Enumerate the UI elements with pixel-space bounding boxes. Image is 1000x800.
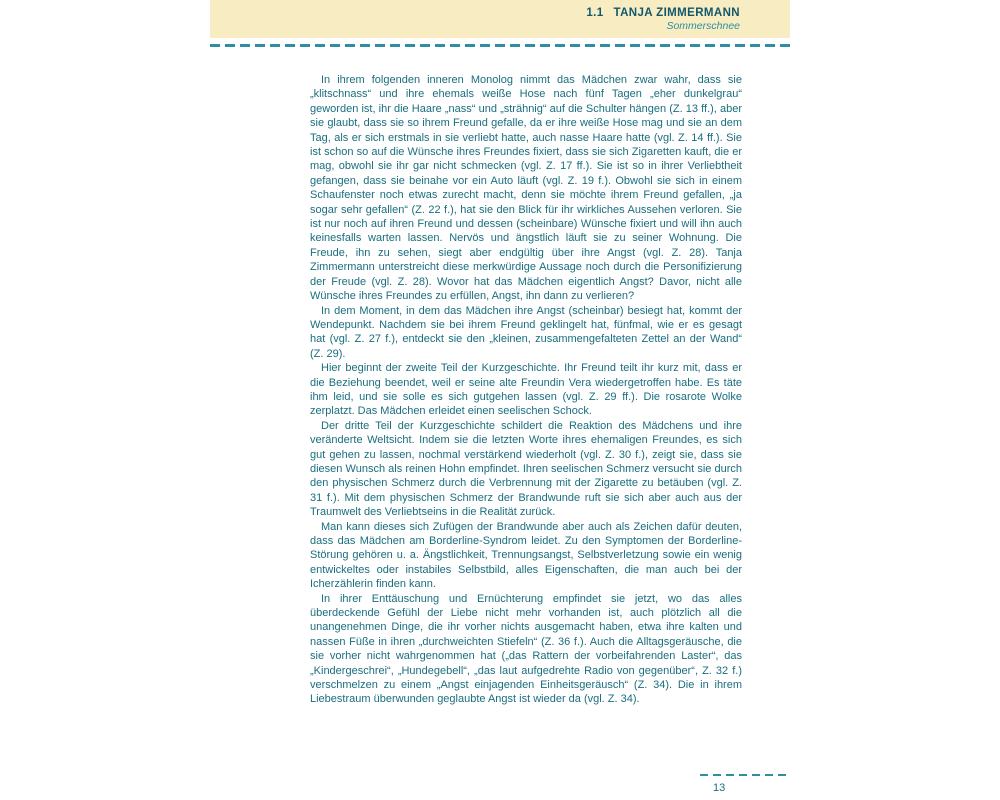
page-number: 13 [713,782,726,794]
section-number: 1.1 [586,6,604,19]
chapter-header [210,0,790,38]
main-text [310,73,742,707]
paragraph: Hier beginnt der zweite Teil der Kurzgeschichte. Ihr Freund teilt ihr kurz mit, dass er die Beziehung beendet, weil er seine alte Freundin Vera wiedergetroffen habe. Es täte ihm leid, und sie solle es sich gutgehen lassen (vgl. Z. 29 ff.). Die rosarote Wolke zerplatzt. Das Mädchen erleidet einen seelischen Schock. [310,362,742,418]
author-name: TANJA ZIMMERMANN [613,6,740,19]
paragraph: Man kann dieses sich Zufügen der Brandwunde aber auch als Zeichen dafür deuten, dass das Mädchen am Borderline-Syndrom leidet. Zu den Symptomen der Borderline-Störung gehören u. a. Ängstlichkeit, Trennungsangst, Selbstverletzung sowie ein wenig entwickeltes oder instabiles Selbstbild, alles Eigenschaften, die man auch bei der Icherzählerin finden kann. [310,520,742,591]
paragraph: Der dritte Teil der Kurzgeschichte schildert die Reaktion des Mädchens und ihre veränderte Weltsicht. Indem sie die letzten Worte ihres ehemaligen Freundes, es sich gut gehen zu lassen, nochmal verstärkend wiederholt (vgl. Z. 30 f.), zeigt sie, dass sie diesen Wunsch als reinen Hohn empfindet. Ihren seelischen Schmerz versucht sie durch den physischen Schmerz durch die Verbrennung mit der Zigarette zu betäuben (vgl. Z. 31 f.). Mit dem physischen Schmerz der Brandwunde ruft sie sich aber auch aus der Traumwelt des Verliebtseins in die Realität zurück. [310,419,742,519]
footer-dashed-divider [700,774,790,776]
paragraph: In ihrem folgenden inneren Monolog nimmt das Mädchen zwar wahr, dass sie „klitschnass“ und ihre ehemals weiße Hose nach fünf Tagen „eher dunkelgrau“ geworden ist, ihr die Haare „nass“ und „strähnig“ auf die Schulter hängen (Z. 13 ff.), aber sie glaubt, dass sie so ihrem Freund gefalle, da er ihre weiße Hose mag und sie an dem Tag, als er sich erstmals in sie verliebt hatte, auch nasse Haare hatte (vgl. Z. 14 ff.). Sie ist schon so auf die Wünsche ihres Freundes fixiert, dass sie sich Zigaretten kauft, die er mag, obwohl sie ihr gar nicht schmecken (vgl. Z. 17 ff.). Sie ist so in ihrer Verliebtheit gefangen, dass sie beinahe vor ein Auto läuft (vgl. Z. 19 f.). Obwohl sie sich in einem Schaufenster noch etwas zurecht macht, denn sie möchte ihrem Freund gefallen, „ja sogar sehr gefallen“ (Z. 22 f.), hat sie den Blick für ihr wirkliches Aussehen verloren. Sie ist nur noch auf ihren Freund und dessen (scheinbare) Wünsche fixiert und will ihn auch keinesfalls warten lassen. Nervös und ängstlich läuft sie zu seiner Wohnung. Die Freude, ihn zu sehen, siegt aber endgültig über ihre Angst (vgl. Z. 28). Tanja Zimmermann unterstreicht diese merkwürdige Aussage noch durch die Personifizierung der Freude (vgl. Z. 28). Wovor hat das Mädchen eigentlich Angst? Davor, nicht alle Wünsche ihres Freundes zu erfüllen, Angst, ihn dann zu verlieren? [310,74,742,303]
paragraph: In ihrer Enttäuschung und Ernüchterung empfindet sie jetzt, wo das alles überdeckende Gefühl der Liebe nicht mehr vorhanden ist, auch plötzlich all die unangenehmen Dinge, die ihr vorher nichts ausgemacht haben, etwa ihre kalten und nassen Füße in ihren „durchweichten Stiefeln“ (Z. 36 f.). Auch die Alltagsgeräusche, die sie vorher nicht wahrgenommen hat („das Rattern der vorbeifahrenden Laster“, das „Kindergeschrei“, „Hundegebell“, „das laut aufgedrehte Radio von gegenüber“, Z. 32 f.) verschmelzen zu einem „Angst einjagenden Einheitsgeräusch“ (Z. 34). Die in ihrem Liebestraum überwunden geglaubte Angst ist wieder da (vgl. Z. 34). [310,592,742,706]
story-title: Sommerschnee [666,19,740,32]
chapter-heading-line [586,7,740,19]
header-dashed-divider [210,44,790,47]
paragraph: In dem Moment, in dem das Mädchen ihre Angst (scheinbar) besiegt hat, kommt der Wendepunkt. Nachdem sie bei ihrem Freund geklingelt hat, fünfmal, wie er es gesagt hat (vgl. Z. 27 f.), entdeckt sie den „kleinen, zusammengefalteten Zettel an der Wand“ (Z. 29). [310,304,742,360]
